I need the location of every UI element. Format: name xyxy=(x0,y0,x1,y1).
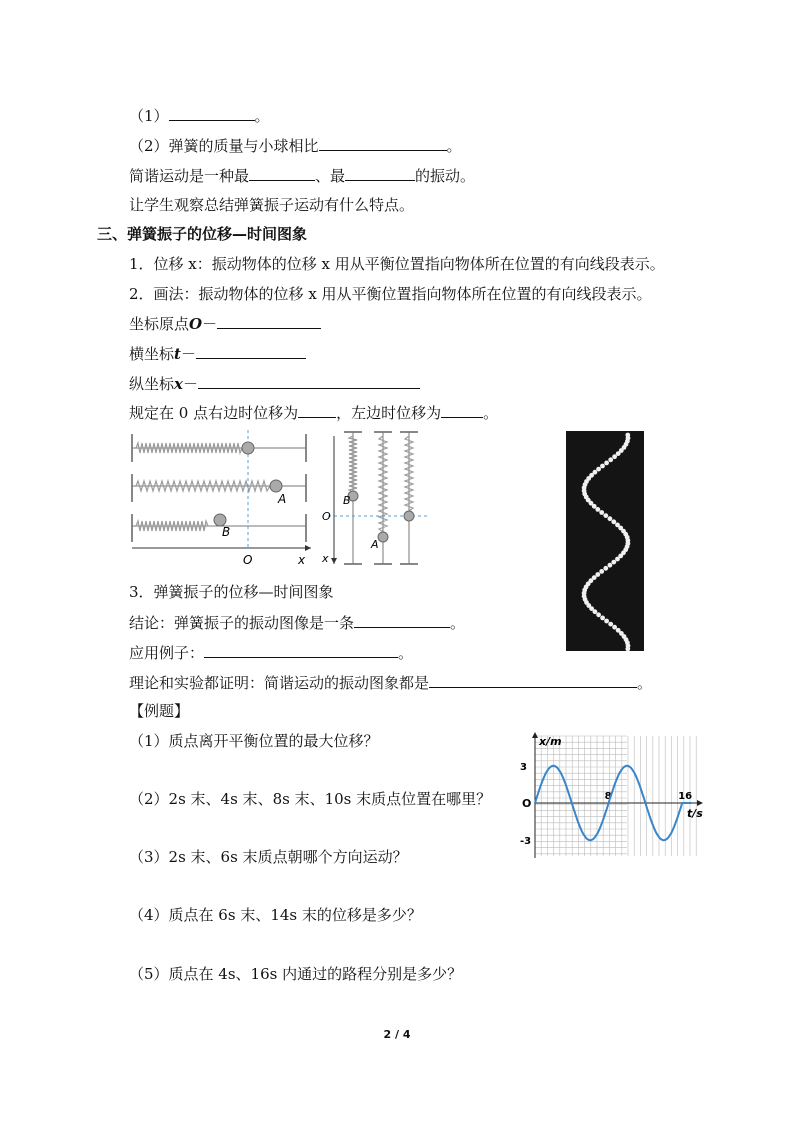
fill-blank[interactable] xyxy=(198,373,420,389)
question-4: （4）质点在 6s 末、14s 末的位移是多少？ xyxy=(129,906,422,924)
text: 。 xyxy=(398,644,414,662)
line-sign-rule xyxy=(129,402,498,423)
question-5: （5）质点在 4s、16s 内通过的路程分别是多少？ xyxy=(129,965,463,983)
fill-blank[interactable] xyxy=(196,343,306,359)
horizontal-spring-figure xyxy=(126,430,316,570)
label-o: O xyxy=(243,553,253,567)
fill-blank[interactable] xyxy=(169,105,255,121)
fill-blank[interactable] xyxy=(319,135,447,151)
fill-blank[interactable] xyxy=(298,402,336,418)
symbol: x xyxy=(174,375,183,393)
trace-dot xyxy=(608,516,613,521)
trace-dot xyxy=(615,557,620,562)
vertical-spring-figure xyxy=(318,430,430,570)
y-tick-label: 3 xyxy=(520,761,527,773)
question-2: （2）2s 末、4s 末、8s 末、10s 末质点位置在哪里？ xyxy=(129,790,492,808)
label-b: B xyxy=(343,494,351,507)
trace-dot xyxy=(600,616,605,621)
text: 应用例子： xyxy=(129,644,205,662)
question-1: （1）质点离开平衡位置的最大位移？ xyxy=(129,732,379,750)
origin-label: O xyxy=(522,797,532,810)
trace-dot xyxy=(603,566,608,571)
line-origin xyxy=(129,313,321,334)
trace-dot xyxy=(612,454,617,459)
fill-blank[interactable] xyxy=(217,313,321,329)
text: 。 xyxy=(446,137,462,155)
line-blank-1 xyxy=(129,105,270,126)
y-axis-arrow xyxy=(532,732,538,738)
y-tick-label: -3 xyxy=(520,836,532,848)
x-axis-arrow xyxy=(697,800,703,806)
trace-dot xyxy=(608,457,613,462)
oscillation-trace-photo xyxy=(566,431,644,651)
line-theory xyxy=(129,672,652,693)
text: － xyxy=(180,345,196,363)
label-b: B xyxy=(222,525,231,539)
text: 。 xyxy=(254,107,270,125)
label-o: O xyxy=(322,510,331,523)
text: 理论和实验都证明：简谐运动的振动图象都是 xyxy=(129,674,430,692)
symbol: O xyxy=(189,315,203,333)
trace-dot xyxy=(608,622,613,627)
text: ，左边时位移为 xyxy=(336,404,442,422)
label-x: x xyxy=(298,553,306,567)
displacement-time-chart xyxy=(515,728,711,868)
trace-dot xyxy=(604,461,609,466)
symbol: t xyxy=(174,345,181,363)
text: 、最 xyxy=(315,167,346,185)
label-a: A xyxy=(371,538,379,551)
trace-dot xyxy=(600,464,605,469)
fill-blank[interactable] xyxy=(204,642,398,658)
line-ordinate xyxy=(129,373,420,394)
text: 。 xyxy=(637,674,653,692)
y-axis-label: x/m xyxy=(539,735,562,748)
trace-dot xyxy=(599,510,604,515)
trace-dot xyxy=(608,563,613,568)
x-axis-label: t/s xyxy=(687,807,703,820)
paragraph-graph-title: 3．弹簧振子的位移—时间图象 xyxy=(129,583,334,601)
trace-dot xyxy=(595,507,600,512)
line-abscissa xyxy=(129,343,306,364)
text: 。 xyxy=(450,614,466,632)
text: 纵坐标 xyxy=(129,375,175,393)
line-spring-mass xyxy=(129,135,462,156)
trace-dot xyxy=(596,612,601,617)
section-heading: 三、弹簧振子的位移—时间图象 xyxy=(97,225,308,243)
trace-dot xyxy=(593,609,598,614)
text: （1） xyxy=(129,107,169,125)
text: 简谐运动是一种最 xyxy=(129,167,250,185)
fill-blank[interactable] xyxy=(345,165,415,181)
paragraph-displacement: 1．位移 x：振动物体的位移 x 用从平衡位置指向物体所在位置的有向线段表示。 xyxy=(129,255,665,273)
text: 。 xyxy=(483,404,499,422)
trace-dot xyxy=(603,513,608,518)
trace-dot xyxy=(611,519,616,524)
label-a: A xyxy=(278,492,287,506)
line-conclusion xyxy=(129,612,465,633)
paragraph-drawing-method: 2．画法：振动物体的位移 x 用从平衡位置指向物体所在位置的有向线段表示。 xyxy=(129,285,652,303)
trace-dot xyxy=(604,619,609,624)
line-observe: 让学生观察总结弹簧振子运动有什么特点。 xyxy=(129,196,415,214)
trace-dot xyxy=(599,569,604,574)
text: 规定在 0 点右边时位移为 xyxy=(129,404,299,422)
fill-blank[interactable] xyxy=(429,672,637,688)
trace-dot xyxy=(596,467,601,472)
text: 横坐标 xyxy=(129,345,175,363)
x-tick-label: 16 xyxy=(678,791,693,802)
fill-blank[interactable] xyxy=(441,402,483,418)
line-shm-definition xyxy=(129,165,475,186)
text: 结论：弹簧振子的振动图像是一条 xyxy=(129,614,355,632)
line-application xyxy=(129,642,413,663)
text: 的振动。 xyxy=(415,167,476,185)
fill-blank[interactable] xyxy=(249,165,315,181)
text: （2）弹簧的质量与小球相比 xyxy=(129,137,319,155)
label-x: x xyxy=(322,552,329,565)
example-heading: 【例题】 xyxy=(129,702,190,720)
page-number: 2 / 4 xyxy=(383,1028,411,1041)
question-3: （3）2s 末、6s 末质点朝哪个方向运动？ xyxy=(129,848,408,866)
x-tick-label: 8 xyxy=(604,791,612,802)
text: 坐标原点 xyxy=(129,315,190,333)
trace-dot xyxy=(611,560,616,565)
text: － xyxy=(202,315,218,333)
text: － xyxy=(182,375,198,393)
fill-blank[interactable] xyxy=(354,612,450,628)
